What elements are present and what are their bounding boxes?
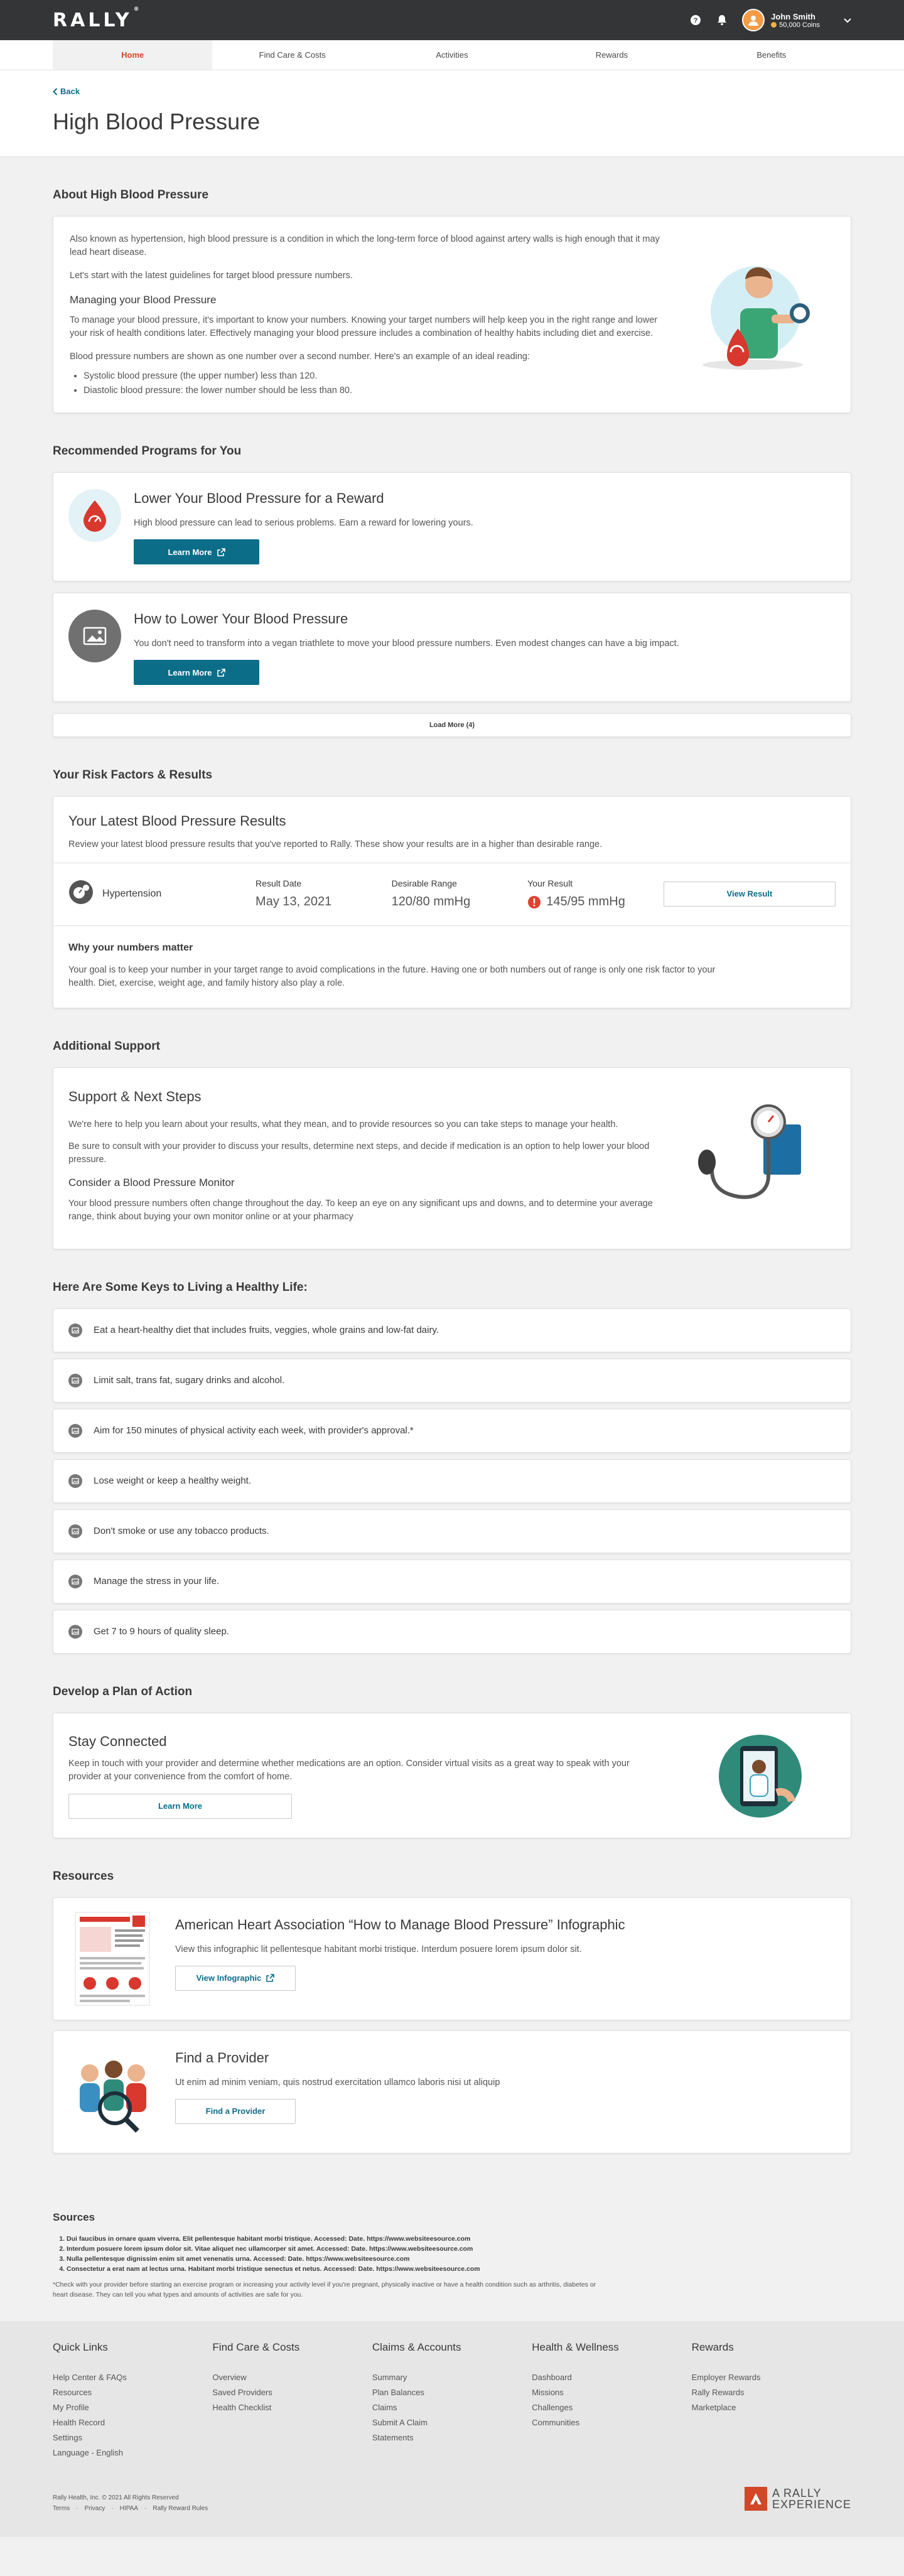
view-result-button[interactable]: View Result [664,881,836,907]
resource-card [53,2030,851,2153]
image-icon [68,1323,82,1337]
footer-column-title: Claims & Accounts [372,2341,461,2354]
find-provider-button[interactable]: Find a Provider [175,2099,296,2124]
condition-name: Hypertension [102,888,162,899]
your-result-value: 145/95 mmHg [527,895,664,909]
result-date-value: May 13, 2021 [256,895,332,909]
stay-connected-card [53,1713,851,1838]
image-placeholder-icon [68,610,121,662]
footer-column-title: Health & Wellness [532,2341,619,2354]
footer-link[interactable]: Dashboard [532,2373,572,2383]
footer-link[interactable]: Settings [53,2433,82,2443]
footer-link[interactable]: Saved Providers [212,2388,272,2398]
plan-card-title: Stay Connected [68,1733,167,1749]
footer-column-find-care [212,2341,372,2463]
monitor-text: Your blood pressure numbers often change throughout the day. To keep an eye on any significant ups and downs, and to determine your average range, think about buying your own monitor online or at your pharmacy [68,1198,653,1222]
user-menu[interactable] [742,9,851,31]
help-icon[interactable] [689,14,702,26]
footer-column-title: Find Care & Costs [212,2341,300,2354]
source-link[interactable]: https://www.websiteesource.com [376,2265,480,2273]
resource-title: Find a Provider [175,2049,269,2066]
source-link[interactable]: https://www.websiteesource.com [367,2234,471,2243]
list-item: • Systolic blood pressure (the upper number) less than 120. [83,370,671,383]
footer-column-quick-links [53,2341,212,2463]
list-item: 3. Nulla pellentesque dignissim enim sit amet venenatis urna. Accessed: Date. https://www.websiteesource.com [67,2255,851,2263]
about-intro: Also known as hypertension, high blood pressure is a condition in which the long-term force of blood against artery walls is high enough that it may lead heart disease. [70,234,660,257]
reading-list [83,370,671,397]
source-link[interactable]: https://www.websiteesource.com [306,2255,410,2263]
program-title: How to Lower Your Blood Pressure [134,611,348,627]
chevron-down-icon[interactable] [844,15,851,25]
resource-desc: View this infographic lit pellentesque habitant morbi tristique. Interdum posuere lorem ipsum dolor sit. [175,1944,582,1954]
list-item: Aim for 150 minutes of physical activity each week, with provider's approval.* [53,1409,851,1453]
coin-balance: 50,000 Coins [771,21,820,29]
exercise-disclaimer: *Check with your provider before starting an exercise program or increasing your activity level if you're pregnant, physically inactive or have a health condition such as arthritis, diabetes or heart disease. They can tell you what types and amounts of activities are safe for you. [53,2280,596,2298]
footer-column-health [532,2341,691,2463]
plan-card-desc: Keep in touch with your provider and determine whether medications are an option. Consider virtual visits as a great way to speak with your provider at your convenience from the comfort of home. [68,1758,630,1782]
alert-icon [527,895,541,909]
footer-link[interactable]: Overview [212,2373,247,2383]
image-icon [68,1575,82,1588]
managing-heading: Managing your Blood Pressure [70,293,217,306]
keys-section-title: Here Are Some Keys to Living a Healthy Life: [53,1280,308,1294]
footer-link[interactable]: Missions [532,2388,564,2398]
risk-card-title: Your Latest Blood Pressure Results [68,813,286,829]
about-guidelines: Let's start with the latest guidelines for target blood pressure numbers. [70,270,353,281]
footer-column-title: Rewards [691,2341,734,2354]
support-text: We're here to help you learn about your results, what they mean, and to provide resources so you can take steps to manage your health. [68,1119,618,1130]
coin-icon [771,22,777,28]
list-item: Lose weight or keep a healthy weight. [53,1459,851,1503]
learn-more-button[interactable]: Learn More [134,539,259,564]
virtual-visit-illustration [685,1732,836,1820]
list-item: Don't smoke or use any tobacco products. [53,1509,851,1553]
footer-link[interactable]: Rally Rewards [691,2388,745,2398]
image-icon [68,1524,82,1538]
rally-experience-logo: A RALLY EXPERIENCE [745,2487,851,2511]
top-bar [0,0,904,40]
sources-section [0,2189,904,2322]
nav-find-care[interactable]: Find Care & Costs [259,50,326,60]
reading-intro: Blood pressure numbers are shown as one number over a second number. Here's an example of an ideal reading: [70,352,530,362]
footer: Quick Links Help Center & FAQs Resources My Profile Health Record Settings Language - English Find Care & Costs Overview Saved Providers Health Checklist Claims & Accounts Summary Plan Balances Claims Submit A Claim Statements Health & Wellness Dashboard Missions Challenges Communities Rewards Employer Rewards Rally Rewards Marketplace Rally Health, Inc. © 2021 All Rights Reserved Terms · Privacy · HIPAA · Rally Reward Rules A RALLY EXPERIENCE [0,2321,904,2537]
rally-logo[interactable]: RALLY ® [53,6,139,31]
managing-text: To manage your blood pressure, it's important to know your numbers. Knowing your target numbers will help keep you in the right range and lower your risk of health conditions later. Effectively managing your blood pressure includes a combination of healthy habits including diet and exercise. [70,315,658,339]
footer-column-title: Quick Links [53,2341,108,2354]
program-desc: You don't need to transform into a vegan triathlete to move your blood pressure numbers. Even modest changes can have a big impact. [134,639,679,649]
image-icon [68,1474,82,1488]
resource-card [53,1897,851,2020]
image-icon [68,1424,82,1438]
resource-title: American Heart Association “How to Manage Blood Pressure” Infographic [175,1916,625,1932]
program-title: Lower Your Blood Pressure for a Reward [134,490,384,507]
list-item: Eat a heart-healthy diet that includes fruits, veggies, whole grains and low-fat dairy. [53,1308,851,1352]
footer-link[interactable]: Help Center & FAQs [53,2373,127,2383]
footer-link[interactable]: Plan Balances [372,2388,424,2398]
risk-card-desc: Review your latest blood pressure results that you've reported to Rally. These show your results are in a higher than desirable range. [68,839,603,850]
sources-list [67,2235,851,2273]
main-nav [0,40,904,70]
image-icon [68,1374,82,1388]
footer-link[interactable]: Claims [372,2403,397,2413]
list-item: Limit salt, trans fat, sugary drinks and alcohol. [53,1359,851,1403]
reward-rules-link[interactable]: Rally Reward Rules [153,2505,208,2513]
footer-link[interactable]: Statements [372,2433,414,2443]
your-result-label: Your Result [527,878,573,889]
support-text: Be sure to consult with your provider to discuss your results, determine next steps, and decide if medication is an option to help lower your blood pressure. [68,1141,650,1165]
user-name: John Smith [771,11,815,21]
blood-pressure-monitor-illustration [672,1087,836,1225]
footer-link[interactable]: Challenges [532,2403,573,2413]
support-card [53,1067,851,1249]
list-item: 2. Interdum posuere lorem ipsum dolor sit. Vitae aliquet nec ullamcorper sit amet. Accessed: Date. https://www.websiteesource.com [67,2245,851,2253]
sources-title: Sources [53,2211,95,2223]
plan-section-title: Develop a Plan of Action [53,1684,193,1698]
external-link-icon [217,669,225,677]
person-blood-pressure-illustration [671,233,834,396]
learn-more-button[interactable]: Learn More [68,1794,292,1819]
nav-home[interactable]: Home [53,40,212,70]
chevron-left-icon [53,88,58,95]
footer-link[interactable]: Health Record [53,2418,105,2428]
image-icon [68,1625,82,1639]
copyright: Rally Health, Inc. © 2021 All Rights Reserved [53,2494,179,2502]
footer-link[interactable]: Language - English [53,2448,124,2458]
avatar [742,9,765,31]
keys-list [53,1308,851,1654]
resource-desc: Ut enim ad minim veniam, quis nostrud exercitation ullamco laboris nisi ut aliquip [175,2077,500,2088]
page-header [0,70,904,157]
desirable-range-value: 120/80 mmHg [391,895,471,909]
footer-link[interactable]: Communities [532,2418,580,2428]
monitor-heading: Consider a Blood Pressure Monitor [68,1177,235,1189]
page-title: High Blood Pressure [53,108,261,134]
privacy-link[interactable]: Privacy [84,2505,105,2513]
support-card-title: Support & Next Steps [68,1089,202,1105]
footer-link[interactable]: Employer Rewards [691,2373,761,2383]
footer-link[interactable]: Resources [53,2388,92,2398]
resources-section-title: Resources [53,1869,114,1883]
heart-monitor-icon [68,880,94,908]
find-provider-illustration [68,2045,156,2139]
load-more-button[interactable]: Load More (4) [53,713,851,737]
program-desc: High blood pressure can lead to serious problems. Earn a reward for lowering yours. [134,518,473,529]
desirable-range-label: Desirable Range [391,878,457,889]
bell-icon[interactable] [716,14,728,26]
external-link-icon [266,1974,274,1982]
svg-text:?: ? [693,17,698,24]
program-card [53,593,851,702]
terms-link[interactable]: Terms [53,2505,70,2513]
list-item: Manage the stress in your life. [53,1560,851,1603]
blood-drop-icon [68,489,121,542]
nav-benefits[interactable]: Benefits [756,50,787,60]
nav-rewards[interactable]: Rewards [595,50,628,60]
source-link[interactable]: https://www.websiteesource.com [369,2245,473,2253]
why-numbers-title: Why your numbers matter [68,942,193,954]
back-link[interactable]: Back [53,87,80,96]
footer-link[interactable]: Health Checklist [212,2403,272,2413]
risk-section-title: Your Risk Factors & Results [53,768,213,782]
hipaa-link[interactable]: HIPAA [119,2505,138,2513]
about-card [53,216,851,414]
program-card [53,472,851,581]
support-section-title: Additional Support [53,1040,160,1054]
footer-link[interactable]: My Profile [53,2403,89,2413]
footer-link[interactable]: Summary [372,2373,407,2383]
footer-link[interactable]: Submit A Claim [372,2418,428,2428]
result-date-label: Result Date [256,878,302,889]
list-item: • Diastolic blood pressure: the lower number should be less than 80. [83,384,671,397]
risk-results-card [53,796,851,1008]
footer-column-claims [372,2341,532,2463]
list-item: 4. Consectetur a erat nam at lectus urna. Habitant morbi tristique senectus et netus. Accessed: Date. https://www.websiteesource.com [67,2265,851,2273]
footer-link[interactable]: Marketplace [691,2403,736,2413]
learn-more-button[interactable]: Learn More [134,660,259,685]
programs-section-title: Recommended Programs for You [53,445,242,458]
why-numbers-text: Your goal is to keep your number in your target range to avoid complications in the future. Having one or both numbers out of range is only one risk factor to your health. Diet, exercise, weight age, and family history also play a role. [68,965,716,989]
external-link-icon [217,548,225,556]
about-section-title: About High Blood Pressure [53,188,209,202]
result-row [53,863,851,926]
nav-activities[interactable]: Activities [436,50,468,60]
view-infographic-button[interactable]: View Infographic [175,1966,296,1991]
infographic-thumbnail[interactable] [68,1912,156,2006]
list-item: Get 7 to 9 hours of quality sleep. [53,1610,851,1654]
list-item: 1. Dui faucibus in ornare quam viverra. Elit pellentesque habitant morbi tristique. Accessed: Date. https://www.websiteesource.com [67,2235,851,2243]
footer-column-rewards [692,2341,851,2463]
